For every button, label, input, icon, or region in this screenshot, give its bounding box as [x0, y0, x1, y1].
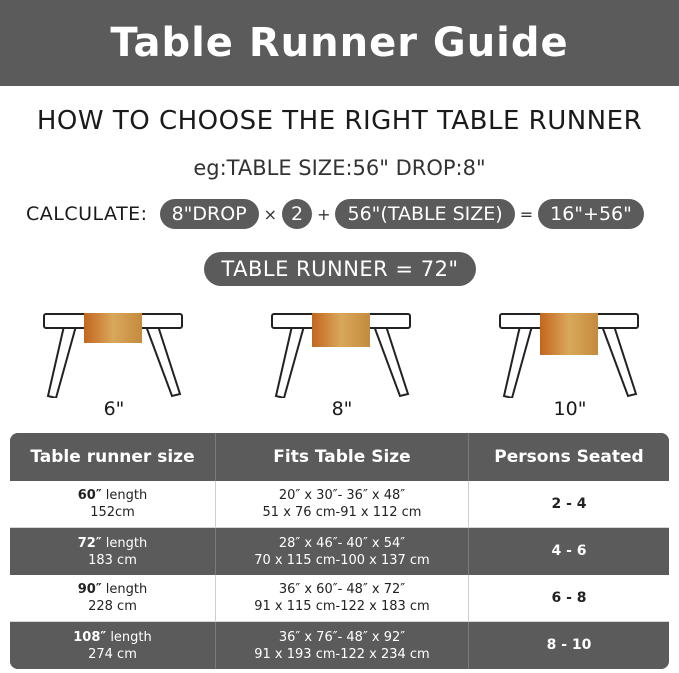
times-sign: ×: [263, 204, 278, 224]
table-icon: [270, 310, 414, 398]
size-unit: length: [101, 535, 148, 551]
runner-size-cell: [10, 622, 216, 669]
table-row: [10, 481, 669, 528]
fits-inches: 20″ x 30″- 36″ x 48″: [278, 488, 406, 503]
guide-heading: HOW TO CHOOSE THE RIGHT TABLE RUNNER: [36, 106, 643, 136]
size-cm: 152cm: [90, 505, 135, 520]
title-banner: [0, 0, 679, 86]
size-cm: 183 cm: [88, 552, 137, 568]
calculation-row: [26, 199, 644, 229]
size-inches: 60″: [77, 488, 102, 503]
runner-drop-6: [84, 313, 142, 343]
header-fits-table-size: Fits Table Size: [216, 433, 469, 481]
table-illustration-6: [42, 310, 186, 430]
multiplier-pill: 2: [282, 199, 312, 229]
size-cm: 228 cm: [88, 599, 137, 614]
fits-cm: 70 x 115 cm-100 x 137 cm: [254, 552, 430, 568]
drop-pill: 8"DROP: [160, 199, 259, 229]
fits-inches: 28″ x 46″- 40″ x 54″: [278, 535, 406, 551]
size-table: [10, 433, 669, 669]
table-illustration-8: [270, 310, 414, 430]
persons-cell: 4 - 6: [551, 543, 587, 559]
runner-size-cell: [10, 575, 216, 621]
calculate-label: CALCULATE:: [26, 203, 148, 225]
size-inches: 90″: [77, 582, 102, 597]
table-row: [10, 575, 669, 622]
header-persons-seated: Persons Seated: [494, 447, 644, 467]
fits-cm: 91 x 115 cm-122 x 183 cm: [254, 599, 430, 614]
fits-cm: 51 x 76 cm-91 x 112 cm: [262, 505, 422, 520]
table-row: [10, 528, 669, 575]
sum-pill: 16"+56": [538, 199, 644, 229]
size-unit: length: [106, 629, 152, 645]
table-size-pill: 56"(TABLE SIZE): [335, 199, 514, 229]
page-title: Table Runner Guide: [110, 20, 569, 66]
fits-size-cell: [216, 481, 469, 527]
persons-cell: 2 - 4: [551, 495, 587, 512]
fits-size-cell: [216, 528, 469, 575]
runner-size-cell: [10, 528, 216, 575]
equals-sign: =: [519, 204, 534, 224]
plus-sign: +: [317, 204, 331, 224]
drop-label-10: 10": [553, 398, 587, 420]
table-icon: [42, 310, 186, 398]
fits-cm: 91 x 193 cm-122 x 234 cm: [254, 646, 430, 662]
runner-drop-8: [312, 313, 370, 347]
size-unit: length: [101, 488, 148, 503]
size-cm: 274 cm: [88, 646, 137, 662]
table-illustration-10: [498, 310, 642, 430]
header-runner-size: Table runner size: [10, 433, 216, 481]
size-inches: 72″: [77, 535, 102, 551]
fits-size-cell: [216, 575, 469, 621]
persons-cell: 8 - 10: [546, 637, 592, 653]
size-unit: length: [101, 582, 148, 597]
example-line: eg:TABLE SIZE:56" DROP:8": [193, 156, 486, 180]
result-pill: TABLE RUNNER = 72": [204, 252, 476, 286]
fits-inches: 36″ x 76″- 48″ x 92″: [278, 629, 406, 645]
fits-inches: 36″ x 60″- 48″ x 72″: [278, 582, 406, 597]
runner-drop-10: [540, 313, 598, 355]
size-inches: 108″: [73, 629, 107, 645]
table-header-row: [10, 433, 669, 481]
drop-label-6: 6": [103, 398, 125, 420]
fits-size-cell: [216, 622, 469, 669]
runner-size-cell: [10, 481, 216, 527]
drop-label-8: 8": [331, 398, 353, 420]
table-row: [10, 622, 669, 669]
table-icon: [498, 310, 642, 398]
persons-cell: 6 - 8: [551, 589, 587, 606]
